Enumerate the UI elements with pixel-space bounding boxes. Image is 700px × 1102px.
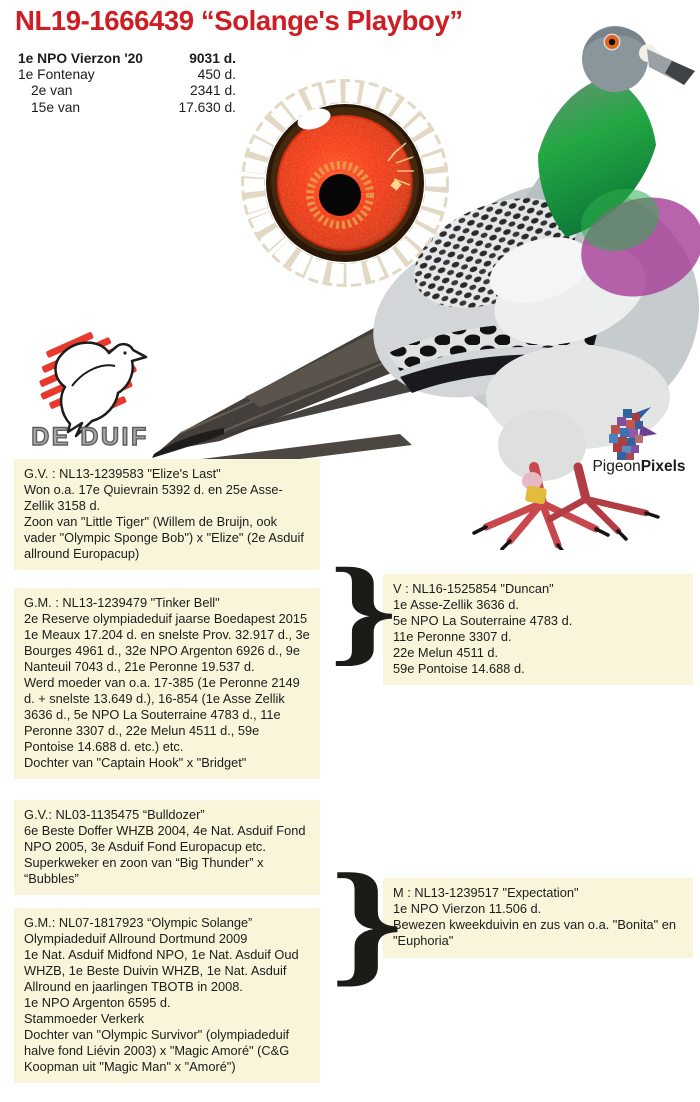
- de-duif-wordmark: DE DUIF: [31, 423, 149, 450]
- pedigree-text: Superkweker en zoon van “Big Thunder” x “Bubbles”: [24, 855, 264, 886]
- pedigree-box-grandfather-bottom: [14, 800, 320, 895]
- pigeonpixels-logo: [583, 405, 695, 477]
- pedigree-text: Stammoeder Verkerk: [24, 1011, 145, 1026]
- pedigree-box-grandmother-bottom: [14, 908, 320, 1083]
- race-label: 1e Fontenay: [18, 67, 95, 83]
- pedigree-text: 5e NPO La Souterraine 4783 d.: [393, 613, 573, 628]
- pedigree-text: 1e Asse-Zellik 3636 d.: [393, 597, 519, 612]
- pedigree-text: Dochter van "Olympic Survivor" (olympiadeduif halve fond Liévin 2003) x "Magic Amoré" (C&G Koopman uit "Magic Man" x "Amoré"): [24, 1027, 290, 1074]
- pedigree-text: G.V.: NL03-1135475 “Bulldozer”: [24, 807, 205, 822]
- pedigree-text: V : NL16-1525854 "Duncan": [393, 581, 554, 596]
- race-value: 450 d.: [197, 67, 236, 83]
- pedigree-text: 11e Peronne 3307 d.: [393, 629, 512, 644]
- dove-silhouette: [56, 343, 146, 436]
- pedigree-text: M : NL13-1239517 "Expectation": [393, 885, 579, 900]
- race-label: 2e van: [31, 83, 73, 99]
- pedigree-box-grandfather-top: [14, 459, 320, 570]
- race-label: 1e NPO Vierzon '20: [18, 51, 143, 66]
- race-value: 17.630 d.: [178, 99, 236, 115]
- pedigree-text: Bewezen kweekduivin en zus van o.a. "Bonita" en "Euphoria": [393, 917, 676, 948]
- pedigree-text: Zoon van "Little Tiger" (Willem de Bruijn, ook vader "Olympic Sponge Bob") x "Elize" (2e Asduif allround Europacup): [24, 514, 304, 561]
- father-brace: }: [329, 543, 398, 676]
- pedigree-text: Dochter van "Captain Hook" x "Bridget": [24, 755, 247, 770]
- pedigree-box-grandmother-top: [14, 588, 320, 779]
- race-value: 9031 d.: [189, 51, 236, 66]
- pedigree-text: 6e Beste Doffer WHZB 2004, 4e Nat. Asduif Fond NPO 2005, 3e Asduif Fond Europacup etc.: [24, 823, 306, 854]
- pedigree-text: G.M. : NL13-1239479 "Tinker Bell": [24, 595, 220, 610]
- mosaic-pigeon: [609, 407, 657, 460]
- pigeonpixels-wordmark: PigeonPixels: [592, 458, 686, 475]
- pedigree-text: 59e Pontoise 14.688 d.: [393, 661, 525, 676]
- pedigree-text: Olympiadeduif Allround Dortmund 2009: [24, 931, 248, 946]
- race-value: 2341 d.: [189, 83, 236, 99]
- pedigree-text: G.M.: NL07-1817923 “Olympic Solange”: [24, 915, 253, 930]
- pedigree-text: Werd moeder van o.a. 17-385 (1e Peronne 2149 d. + snelste 13.649 d.), 16-854 (1e Asse Zellik 3636 d., 5e NPO La Souterraine 4783 d., 11e Peronne 3307 d., 22e Melun 4511 d., 59e Pontoise 14.688 d. etc.) etc.: [24, 675, 300, 754]
- pedigree-text: 1e NPO Vierzon 11.506 d.: [393, 901, 542, 916]
- ring-band: [525, 485, 547, 504]
- race-label: 15e van: [31, 99, 81, 115]
- pedigree-text: G.V. : NL13-1239583 "Elize's Last": [24, 466, 221, 481]
- pedigree-text: Won o.a. 17e Quievrain 5392 d. en 25e Asse-Zellik 3158 d.: [24, 482, 283, 513]
- pedigree-text: 22e Melun 4511 d.: [393, 645, 499, 660]
- pedigree-text: 1e NPO Argenton 6595 d.: [24, 995, 171, 1010]
- eye-pupil: [319, 174, 361, 216]
- pedigree-text: 1e Meaux 17.204 d. en snelste Prov. 32.917 d., 3e Bourges 4961 d., 32e NPO Argenton 6926 d., 9e Nanteuil 7043 d., 21e Peronne 19.537 d.: [24, 627, 310, 674]
- pedigree-text: 1e Nat. Asduif Midfond NPO, 1e Nat. Asduif Oud WHZB, 1e Beste Duivin WHZB, 1e Nat. Asduif Allround en jaarlingen TBOTB in 2008.: [24, 947, 299, 994]
- pedigree-box-father: [383, 574, 693, 685]
- tail-tip-swoosh: [152, 428, 224, 460]
- mother-brace: }: [330, 845, 404, 998]
- de-duif-logo: [12, 328, 167, 450]
- pedigree-box-mother: [383, 878, 693, 958]
- eye-closeup-photo: [240, 45, 450, 295]
- pigeon-foot: [486, 503, 596, 545]
- pedigree-text: 2e Reserve olympiadeduif jaarse Boedapest 2015: [24, 611, 308, 626]
- page-title: NL19-1666439 “Solange's Playboy”: [15, 5, 463, 36]
